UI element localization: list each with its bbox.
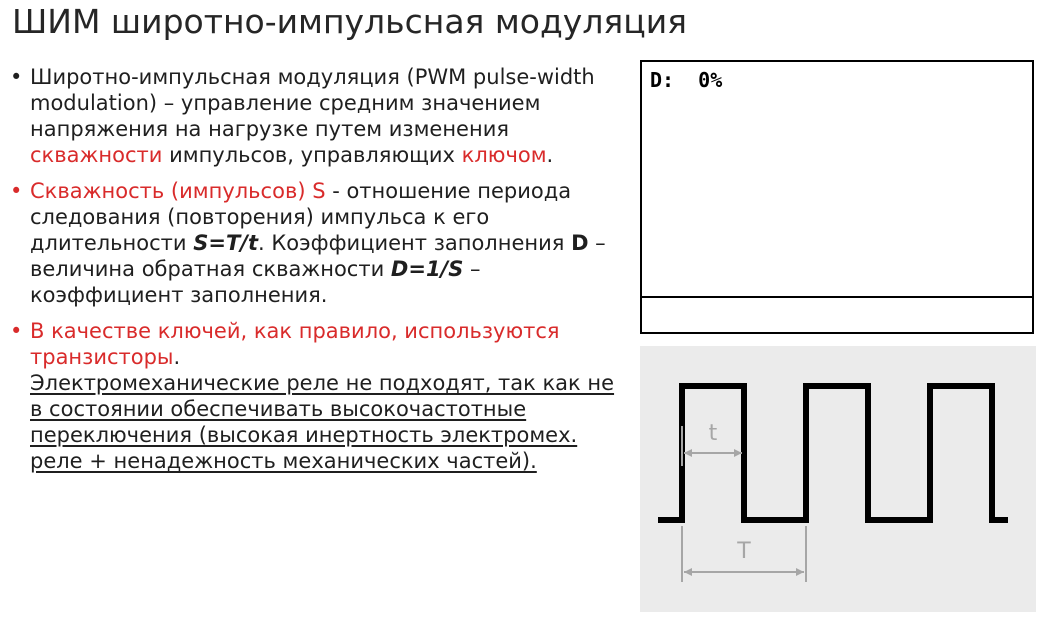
pwm-waveform [640,346,1036,612]
symbol-d: D [571,231,589,255]
underlined-relay-note: Электромеханические реле не подходят, так как не в состоянии обеспечивать высокочастотные переключения (высокая инертность электромех. реле + ненадежность механических частей). [30,371,615,473]
text: . [546,143,554,167]
t-arrowhead-right [734,449,742,457]
bullet-marker: • [10,319,23,343]
formula-s: S=T/t [193,231,258,255]
pwm-waveform-panel [640,346,1036,612]
T-arrowhead-left [684,568,692,576]
formula-d: D=1/S [390,257,464,281]
bullet-marker: • [10,65,23,89]
text: – коэффициент заполнения. [30,257,481,307]
text: . Коэффициент заполнения [258,231,572,255]
text: – величина обратная скважности [30,231,606,281]
display-divider [642,296,1032,298]
highlight-skvazhnost: скважности [30,143,163,167]
bullet-pwm-definition [10,64,625,168]
bullet-transistors [10,318,625,474]
highlight-klyuch: ключом [461,143,547,167]
slide-title: ШИМ широтно-импульсная модуляция [12,2,688,41]
text: импульсов, управляющих [162,143,462,167]
text: Широтно-импульсная модуляция (PWM pulse-width modulation) – управление средним значением напряжения на нагрузке путем изменения [30,65,595,141]
T-label: T [737,539,751,564]
highlight-transistors: В качестве ключей, как правило, используются транзисторы [30,319,560,369]
bullet-duty-cycle [10,178,625,308]
bullet-list [10,64,625,484]
bullet-marker: • [10,179,23,203]
T-arrowhead-right [796,568,804,576]
text: - отношение периода следования (повторения) импульса к его длительности [30,179,572,255]
text: . [173,345,181,369]
pwm-display-box [640,60,1034,334]
highlight-skvazhnost-s: Скважность (импульсов) S [30,179,326,203]
duty-readout: D: 0% [650,68,723,92]
t-arrowhead-left [684,449,692,457]
t-label: t [708,421,718,446]
